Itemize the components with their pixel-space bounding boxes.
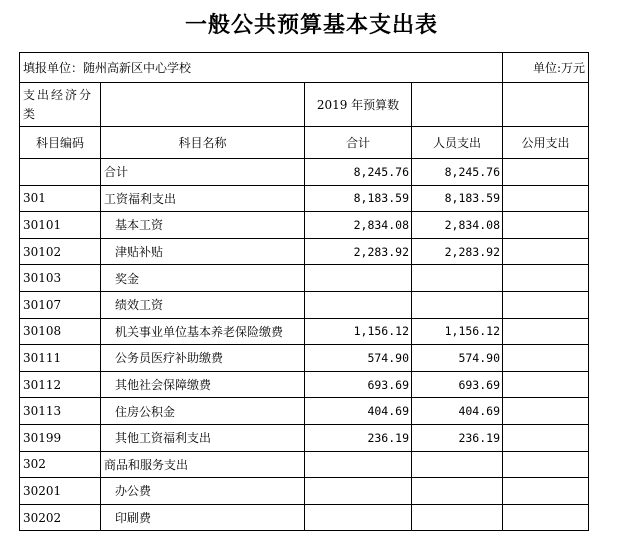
cell-name: 基本工资	[101, 212, 305, 239]
cell-code: 30102	[20, 238, 101, 265]
cell-personnel	[412, 478, 503, 505]
table-row	[20, 185, 589, 212]
cell-code: 30202	[20, 504, 101, 531]
cell-total	[305, 265, 412, 292]
table-row	[20, 212, 589, 239]
cell-total: 2,834.08	[305, 212, 412, 239]
cell-total: 2,283.92	[305, 238, 412, 265]
table-row	[20, 159, 589, 186]
column-header-total: 合计	[305, 127, 412, 159]
column-header-row	[20, 127, 589, 159]
cell-name: 工资福利支出	[101, 185, 305, 212]
cell-public	[503, 478, 589, 505]
cell-personnel: 8,183.59	[412, 185, 503, 212]
cell-public	[503, 159, 589, 186]
cell-name: 商品和服务支出	[101, 451, 305, 478]
unit-of-measure: 单位:万元	[503, 53, 589, 83]
cell-code: 302	[20, 451, 101, 478]
column-header-code: 科目编码	[20, 127, 101, 159]
cell-code: 30201	[20, 478, 101, 505]
cell-name: 办公费	[101, 478, 305, 505]
cell-personnel: 693.69	[412, 371, 503, 398]
cell-public	[503, 371, 589, 398]
table-row	[20, 345, 589, 372]
cell-code: 30113	[20, 398, 101, 425]
cell-public	[503, 504, 589, 531]
cell-public	[503, 424, 589, 451]
cell-personnel: 8,245.76	[412, 159, 503, 186]
cell-total: 1,156.12	[305, 318, 412, 345]
cell-code: 30108	[20, 318, 101, 345]
cell-code: 30101	[20, 212, 101, 239]
cell-name: 津贴补贴	[101, 238, 305, 265]
cell-name: 合计	[101, 159, 305, 186]
cell-code: 30107	[20, 291, 101, 318]
cell-public	[503, 185, 589, 212]
cell-name: 其他社会保障缴费	[101, 371, 305, 398]
cell-name: 绩效工资	[101, 291, 305, 318]
cell-total	[305, 478, 412, 505]
cell-public	[503, 398, 589, 425]
cell-public	[503, 265, 589, 292]
classification-header-row	[20, 83, 589, 127]
cell-total: 8,245.76	[305, 159, 412, 186]
cell-public	[503, 451, 589, 478]
cell-total: 8,183.59	[305, 185, 412, 212]
cell-personnel: 1,156.12	[412, 318, 503, 345]
cell-name: 其他工资福利支出	[101, 424, 305, 451]
cell-personnel: 2,283.92	[412, 238, 503, 265]
table-row	[20, 451, 589, 478]
table-row	[20, 371, 589, 398]
cell-personnel	[412, 265, 503, 292]
reporting-unit: 填报单位：随州高新区中心学校	[20, 53, 412, 83]
cell-personnel	[412, 291, 503, 318]
cell-personnel: 2,834.08	[412, 212, 503, 239]
cell-code: 301	[20, 185, 101, 212]
table-row	[20, 424, 589, 451]
table-row	[20, 398, 589, 425]
cell-personnel: 574.90	[412, 345, 503, 372]
cell-total	[305, 291, 412, 318]
table-row	[20, 265, 589, 292]
cell-personnel	[412, 451, 503, 478]
table-row	[20, 504, 589, 531]
cell-name: 住房公积金	[101, 398, 305, 425]
table-row	[20, 318, 589, 345]
cell-total	[305, 504, 412, 531]
cell-public	[503, 212, 589, 239]
cell-public	[503, 345, 589, 372]
cell-total: 236.19	[305, 424, 412, 451]
table-row	[20, 478, 589, 505]
cell-total: 693.69	[305, 371, 412, 398]
cell-code: 30103	[20, 265, 101, 292]
table-title: 一般公共预算基本支出表	[184, 12, 438, 38]
cell-total	[305, 451, 412, 478]
cell-name: 印刷费	[101, 504, 305, 531]
cell-personnel: 404.69	[412, 398, 503, 425]
cell-personnel	[412, 504, 503, 531]
budget-table	[19, 52, 589, 531]
cell-public	[503, 318, 589, 345]
cell-code	[20, 159, 101, 186]
cell-personnel: 236.19	[412, 424, 503, 451]
cell-public	[503, 291, 589, 318]
table-row	[20, 291, 589, 318]
classification-label: 支出经济分类	[20, 83, 101, 127]
cell-public	[503, 238, 589, 265]
cell-name: 奖金	[101, 265, 305, 292]
year-budget-label: 2019 年预算数	[305, 83, 412, 127]
table-row	[20, 238, 589, 265]
column-header-name: 科目名称	[101, 127, 305, 159]
cell-name: 机关事业单位基本养老保险缴费	[101, 318, 305, 345]
cell-total: 404.69	[305, 398, 412, 425]
cell-name: 公务员医疗补助缴费	[101, 345, 305, 372]
cell-code: 30112	[20, 371, 101, 398]
column-header-public: 公用支出	[503, 127, 589, 159]
cell-code: 30111	[20, 345, 101, 372]
unit-row	[20, 53, 589, 83]
cell-code: 30199	[20, 424, 101, 451]
column-header-personnel: 人员支出	[412, 127, 503, 159]
cell-total: 574.90	[305, 345, 412, 372]
